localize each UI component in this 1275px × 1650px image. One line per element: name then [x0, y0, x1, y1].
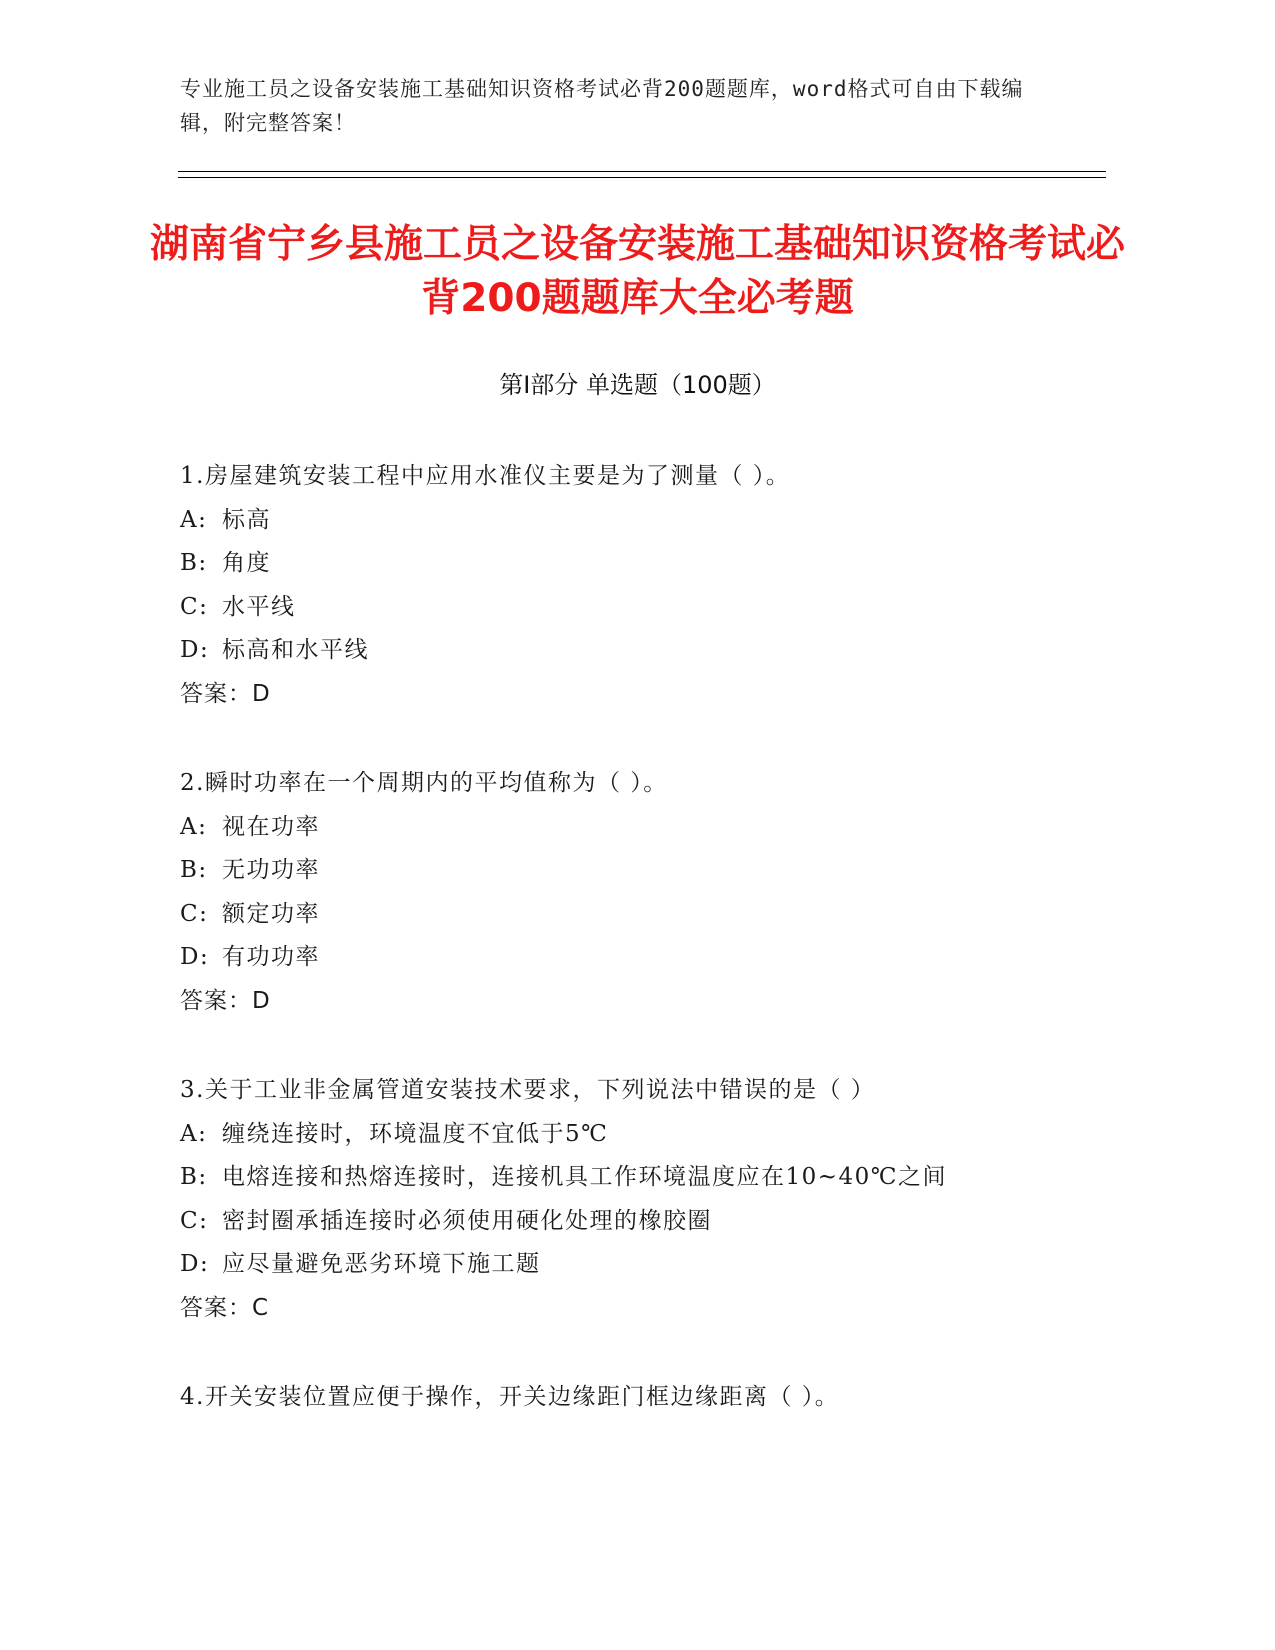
- option-key: A:: [180, 1120, 208, 1147]
- option-key: D:: [180, 1251, 210, 1277]
- question-stem: 4.开关安装位置应便于操作，开关边缘距门框边缘距离（ ）。: [180, 1384, 840, 1410]
- option-key: B:: [180, 550, 208, 576]
- section-title: 第I部分 单选题（100题）: [499, 371, 776, 399]
- option-key: A:: [180, 813, 208, 840]
- option-text: 额定功率: [222, 900, 320, 927]
- answer: 答案：C: [180, 1294, 270, 1321]
- question-4: [180, 1376, 1120, 1420]
- option-text: 标高和水平线: [222, 637, 369, 663]
- option-b: [180, 849, 1120, 893]
- question-1: [180, 455, 1120, 716]
- option-text: 缠绕连接时，环境温度不宜低于5℃: [222, 1120, 609, 1147]
- question-3: [180, 1069, 1120, 1330]
- option-text: 无功功率: [222, 857, 320, 883]
- answer: 答案：D: [180, 987, 271, 1014]
- document-title: 湖南省宁乡县施工员之设备安装施工基础知识资格考试必背200题题库大全必考题: [150, 222, 1126, 321]
- option-text: 电熔连接和热熔连接时，连接机具工作环境温度应在10~40℃之间: [222, 1164, 948, 1190]
- option-a: [180, 1113, 1120, 1157]
- option-text: 角度: [222, 550, 271, 576]
- header-note: 专业施工员之设备安装施工基础知识资格考试必背200题题库，word格式可自由下载编辑，附完整答案！: [180, 77, 1024, 135]
- answer: 答案：D: [180, 680, 271, 707]
- option-text: 有功功率: [222, 944, 320, 970]
- option-key: D:: [180, 944, 210, 970]
- option-text: 视在功率: [222, 813, 320, 840]
- option-c: [180, 586, 1120, 630]
- option-c: [180, 893, 1120, 937]
- question-2: [180, 762, 1120, 1023]
- question-stem: 1.房屋建筑安装工程中应用水准仪主要是为了测量（ ）。: [180, 463, 791, 489]
- question-stem: 3.关于工业非金属管道安装技术要求，下列说法中错误的是（ ）: [180, 1077, 876, 1103]
- option-b: [180, 542, 1120, 586]
- option-key: B:: [180, 857, 208, 883]
- option-text: 应尽量避免恶劣环境下施工题: [222, 1251, 541, 1277]
- option-d: [180, 936, 1120, 980]
- option-a: [180, 806, 1120, 850]
- header-divider-top: [178, 171, 1106, 172]
- question-stem: 2.瞬时功率在一个周期内的平均值称为（ ）。: [180, 770, 668, 796]
- option-key: B:: [180, 1164, 208, 1190]
- option-text: 标高: [222, 506, 271, 533]
- option-d: [180, 629, 1120, 673]
- option-c: [180, 1200, 1120, 1244]
- option-key: A:: [180, 506, 208, 533]
- option-text: 水平线: [222, 593, 296, 620]
- option-a: [180, 499, 1120, 543]
- option-key: D:: [180, 637, 210, 663]
- option-key: C:: [180, 593, 209, 620]
- option-key: C:: [180, 900, 209, 927]
- header-divider-bottom: [178, 177, 1106, 178]
- question-list: [180, 455, 1120, 1466]
- option-key: C:: [180, 1207, 209, 1234]
- option-b: [180, 1156, 1120, 1200]
- option-d: [180, 1243, 1120, 1287]
- option-text: 密封圈承插连接时必须使用硬化处理的橡胶圈: [222, 1207, 712, 1234]
